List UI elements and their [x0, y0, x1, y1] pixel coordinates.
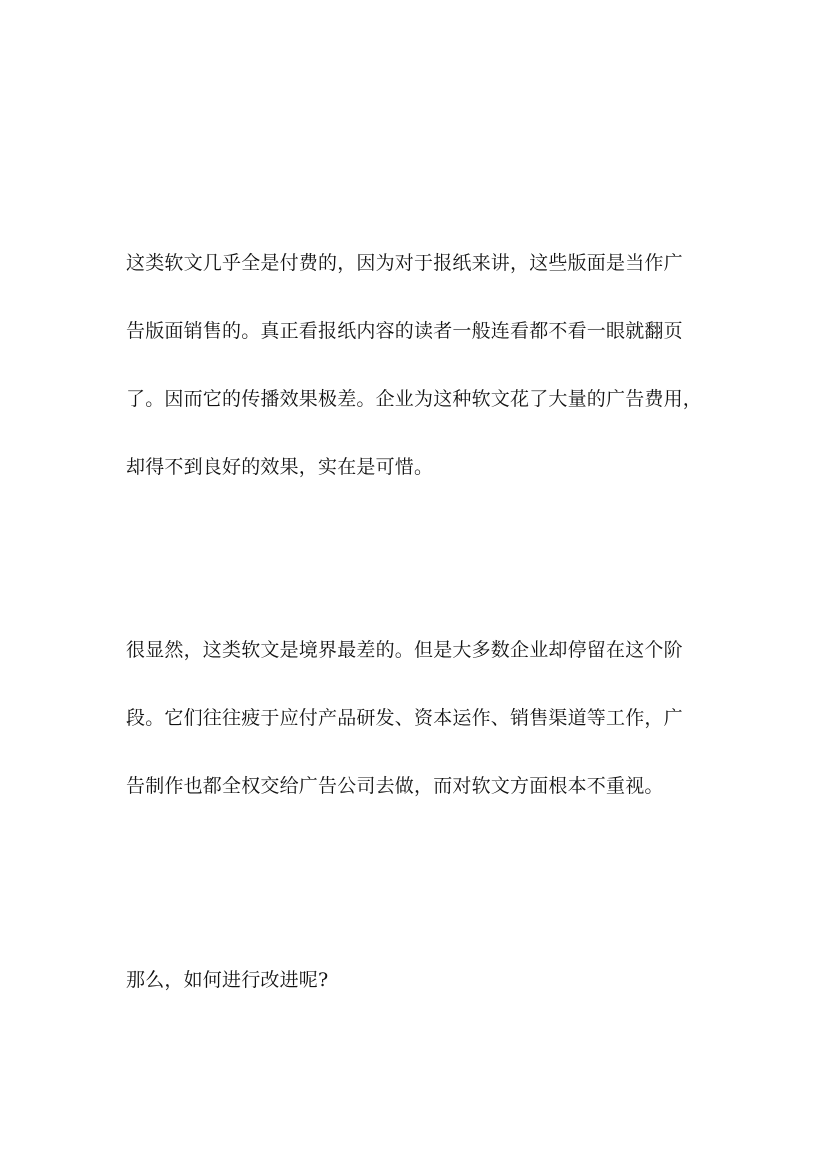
paragraph-line: 却得不到良好的效果，实在是可惜。: [126, 456, 434, 478]
paragraph-line: 告版面销售的。真正看报纸内容的读者一般连看都不看一眼就翻页: [126, 320, 683, 342]
paragraph-line: 段。它们往往疲于应付产品研发、资本运作、销售渠道等工作，广: [126, 707, 683, 729]
paragraph-line: 了。因而它的传播效果极差。企业为这种软文花了大量的广告费用，: [126, 388, 703, 410]
paragraph-line: 这类软文几乎全是付费的，因为对于报纸来讲，这些版面是当作广: [126, 252, 683, 274]
paragraph-line: 告制作也都全权交给广告公司去做，而对软文方面根本不重视。: [126, 775, 664, 797]
paragraph-line: 那么，如何进行改进呢?: [126, 969, 329, 991]
paragraph-1: [126, 229, 716, 501]
paragraph-line: 很显然，这类软文是境界最差的。但是大多数企业却停留在这个阶: [126, 639, 683, 661]
paragraph-2: [126, 616, 716, 820]
paragraph-3: [126, 946, 716, 1014]
